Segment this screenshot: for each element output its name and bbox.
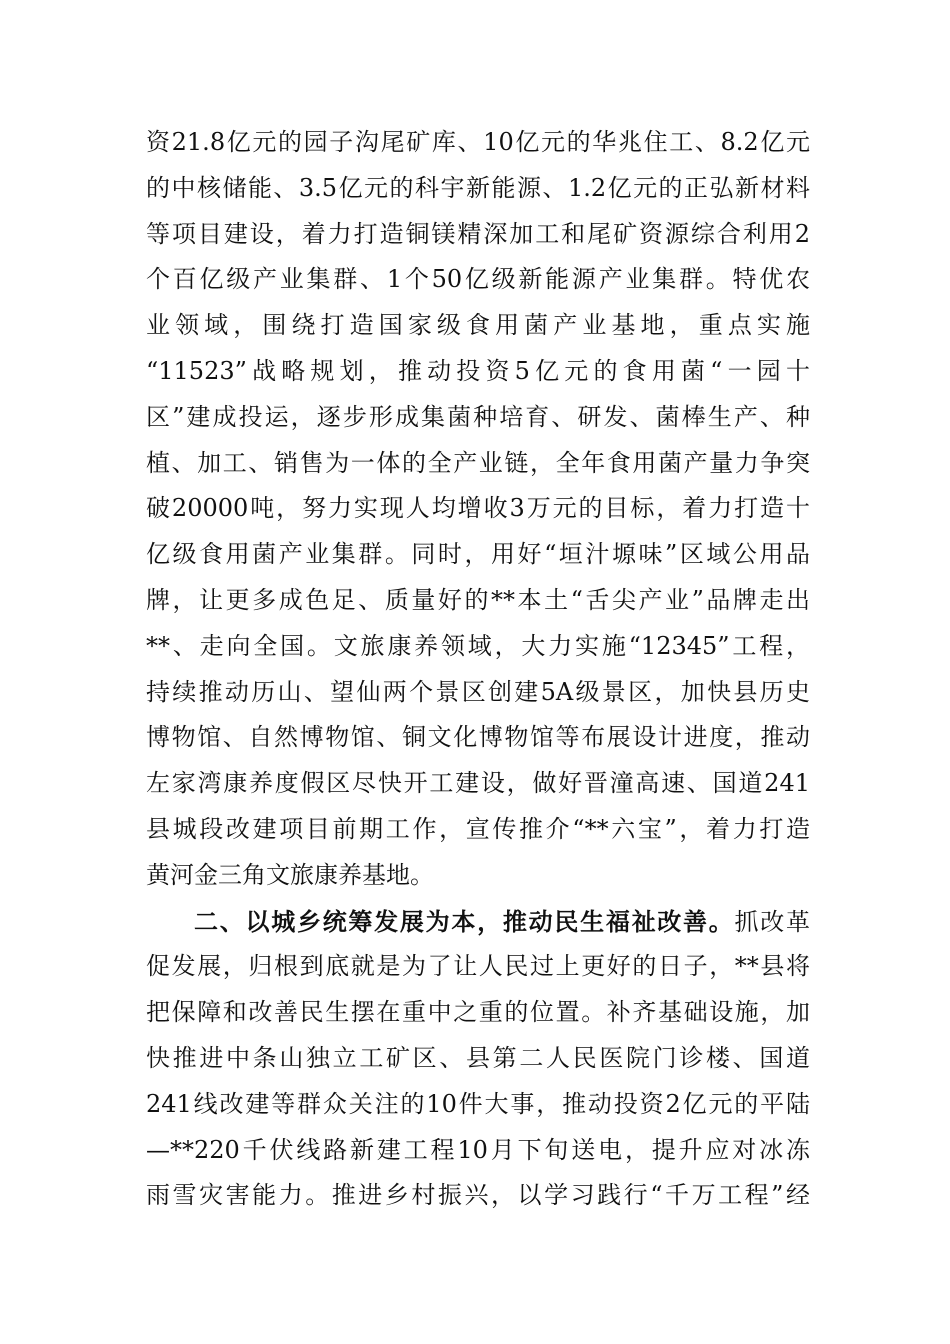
text-line: 把保障和改善民生摆在重中之重的位置。补齐基础设施，加 xyxy=(146,998,810,1027)
text-line: 博物馆、自然博物馆、铜文化博物馆等布展设计进度，推动 xyxy=(146,723,810,752)
text-line: 等项目建设，着力打造铜镁精深加工和尾矿资源综合利用2 xyxy=(146,219,810,248)
text-line: 县城段改建项目前期工作，宣传推介“**六宝”，着力打造 xyxy=(146,814,810,843)
text-line: —**220千伏线路新建工程10月下旬送电，提升应对冰冻 xyxy=(146,1135,810,1164)
text-line: 的中核储能、3.5亿元的科宇新能源、1.2亿元的正弘新材料 xyxy=(146,173,810,202)
section-heading: 二、以城乡统筹发展为本，推动民生福祉改善。 xyxy=(194,906,735,936)
text-line: 黄河金三角文旅康养基地。 xyxy=(146,860,434,889)
text-line: 241线改建等群众关注的10件大事，推动投资2亿元的平陆 xyxy=(146,1089,810,1118)
section-heading-continuation: 抓改革 xyxy=(734,907,811,936)
text-line: 牌，让更多成色足、质量好的**本土“舌尖产业”品牌走出 xyxy=(146,585,810,614)
text-line: **、走向全国。文旅康养领域，大力实施“12345”工程， xyxy=(146,631,810,660)
document-body xyxy=(146,120,810,1219)
paragraph-industry xyxy=(146,120,810,899)
text-line: 亿级食用菌产业集群。同时，用好“垣汁塬味”区域公用品 xyxy=(146,540,810,569)
paragraph-livelihood xyxy=(146,899,810,1220)
text-line: 持续推动历山、望仙两个景区创建5A级景区，加快县历史 xyxy=(146,677,810,706)
text-line: 快推进中条山独立工矿区、县第二人民医院门诊楼、国道 xyxy=(146,1043,810,1072)
text-line: 促发展，归根到底就是为了让人民过上更好的日子，**县将 xyxy=(146,952,810,981)
text-line: 植、加工、销售为一体的全产业链，全年食用菌产量力争突 xyxy=(146,448,810,477)
text-line: “11523”战略规划，推动投资5亿元的食用菌“一园十 xyxy=(146,356,810,385)
text-line: 雨雪灾害能力。推进乡村振兴，以学习践行“千万工程”经 xyxy=(146,1181,810,1210)
text-line: 区”建成投运，逐步形成集菌种培育、研发、菌棒生产、种 xyxy=(146,402,810,431)
text-line: 个百亿级产业集群、1个50亿级新能源产业集群。特优农 xyxy=(146,265,810,294)
text-line: 左家湾康养度假区尽快开工建设，做好晋潼高速、国道241 xyxy=(146,769,810,798)
text-line: 破20000吨，努力实现人均增收3万元的目标，着力打造十 xyxy=(146,494,810,523)
text-line: 业领域，围绕打造国家级食用菌产业基地，重点实施 xyxy=(146,311,810,340)
section-heading-line xyxy=(146,899,810,945)
text-line: 资21.8亿元的园子沟尾矿库、10亿元的华兆住工、8.2亿元 xyxy=(146,128,810,156)
